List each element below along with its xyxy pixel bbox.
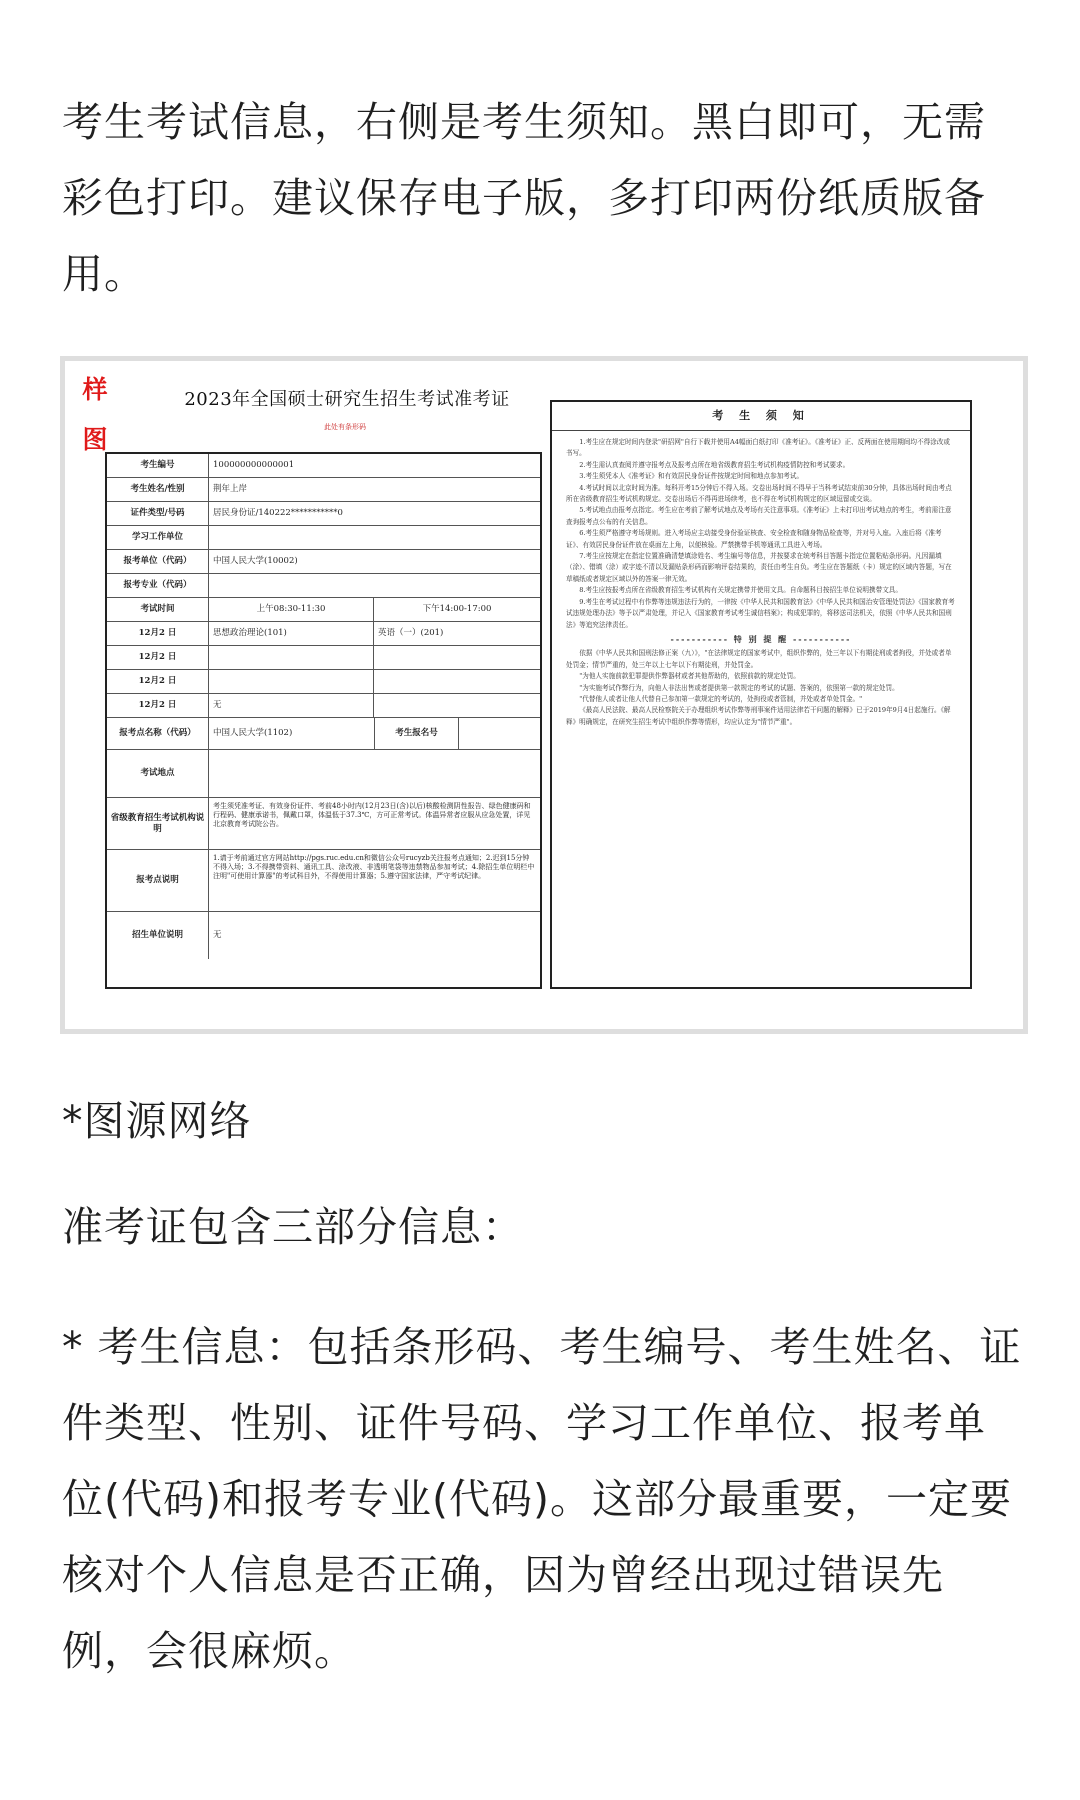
apply-unit-label: 报考单位（代码） xyxy=(107,550,209,573)
afternoon-session-header: 下午14:00-17:00 xyxy=(422,604,492,615)
table-row xyxy=(107,646,540,670)
provincial-note-label: 省级教育招生考试机构说明 xyxy=(107,798,209,849)
intro-paragraph: 考生考试信息，右侧是考生须知。黑白即可，无需彩色打印。建议保存电子版，多打印两份纸质版备用。 xyxy=(62,98,986,298)
image-source-note: *图源网络 xyxy=(62,1097,252,1145)
reminder-item: "代替他人或者让他人代替自己参加第一款规定的考试的，处拘役或者管制，并处或者单处罚金。" xyxy=(579,694,863,703)
ticket-title: 2023年全国硕士研究生招生考试准考证 xyxy=(184,389,510,410)
apply-unit-value: 中国人民大学(10002) xyxy=(213,556,298,567)
name-gender-label: 考生姓名/性别 xyxy=(107,478,209,501)
apply-major-value xyxy=(209,574,540,597)
id-value: 居民身份证/140222***********0 xyxy=(213,508,343,519)
sample-image-canvas xyxy=(65,361,1023,1029)
special-reminder-heading: ----------- 特 别 提 醒 ----------- xyxy=(670,633,852,644)
exam-location-value xyxy=(209,750,540,797)
sample-stamp-char: 图 xyxy=(82,425,108,454)
table-row xyxy=(107,694,540,718)
site-note-text: 1.请于考前通过官方网站http://pgs.ruc.edu.cn和微信公众号rucyzb关注报考点通知；2.迟到15分钟不得入场；3.不得携带资料、通讯工具、涂改液、非透明笔袋等违禁物品参加考试；4.除招生单位明栏中注明"可使用计算器"的考试科目外，不得使用计算器；5.遵守国家法律，严守考试纪律。 xyxy=(213,854,535,881)
exam-date: 12月2 日 xyxy=(107,646,209,669)
afternoon-subject xyxy=(374,670,540,693)
apply-major-label: 报考专业（代码） xyxy=(107,574,209,597)
morning-subject: 无 xyxy=(209,694,374,717)
sample-stamp-char: 样 xyxy=(82,375,108,404)
afternoon-subject xyxy=(374,646,540,669)
exam-site-label: 报考点名称（代码） xyxy=(107,718,209,749)
table-row xyxy=(107,454,540,478)
work-unit-label: 学习工作单位 xyxy=(107,526,209,549)
notice-rule: 1.考生应在规定时间内登录"研招网"自行下载并使用A4幅面白纸打印《准考证》。《准考证》正、反两面在使用期间均不得涂改或书写。 xyxy=(566,438,950,458)
morning-subject: 思想政治理论(101) xyxy=(209,622,374,645)
notice-rule: 6.考生须严格遵守考场规则。进入考场应主动接受身份验证核查、安全检查和随身物品检查等，并对号入座。入座后将《准考证》、有效居民身份证件放在桌面左上角，以便核验。严禁携带手机等通讯工具进入考场。 xyxy=(566,529,942,549)
barcode-placeholder: 此处有条形码 xyxy=(324,423,366,431)
exam-no-value: 100000000000001 xyxy=(213,460,295,471)
morning-session-header: 上午08:30-11:30 xyxy=(209,598,374,621)
candidate-notice-panel xyxy=(550,400,972,989)
table-row xyxy=(107,622,540,646)
reminder-item: "为他人实施前款犯罪提供作弊器材或者其他帮助的，依照前款的规定处罚。 xyxy=(579,672,800,681)
name-gender-value: 荆年上岸 xyxy=(213,484,248,495)
table-row xyxy=(107,478,540,502)
sample-admission-ticket-image xyxy=(60,356,1028,1034)
table-row xyxy=(107,598,540,622)
table-row xyxy=(107,526,540,550)
reminder-item: 《最高人民法院、最高人民检察院关于办理组织考试作弊等刑事案件适用法律若干问题的解释》已于2019年9月4日起施行。《解释》明确规定，在研究生招生考试中组织作弊等情形，均应认定为"情节严重"。 xyxy=(566,706,951,726)
table-row xyxy=(107,850,540,912)
bullet-candidate-info: * 考生信息：包括条形码、考生编号、考生姓名、证件类型、性别、证件号码、学习工作单位、报考单位(代码)和报考专业(代码)。这部分最重要，一定要核对个人信息是否正确，因为曾经出现过错误先例，会很麻烦。 xyxy=(62,1323,1022,1675)
admission-ticket-table xyxy=(105,452,542,989)
site-note-label: 报考点说明 xyxy=(107,850,209,911)
morning-subject xyxy=(209,670,374,693)
section-intro: 准考证包含三部分信息： xyxy=(62,1203,524,1251)
notice-rule: 2.考生需认真查阅并遵守报考点及报考点所在地省级教育招生考试机构疫情防控和考试要求。 xyxy=(579,460,850,469)
reminder-item: 依据《中华人民共和国刑法修正案（九）》，"在法律规定的国家考试中，组织作弊的，处三年以下有期徒刑或者拘役，并处或者单处罚金；情节严重的，处三年以上七年以下有期徒刑，并处罚金。 xyxy=(566,649,952,669)
exam-no-label: 考生编号 xyxy=(107,454,209,477)
table-row xyxy=(107,718,540,750)
afternoon-subject xyxy=(374,694,540,717)
table-row xyxy=(107,912,540,959)
work-unit-value xyxy=(209,526,540,549)
table-row xyxy=(107,574,540,598)
provincial-note-text: 考生须凭准考证、有效身份证件、考前48小时内(12月23日(含)以后)核酸检测阴性报告、绿色健康码和行程码、健康承诺书，佩戴口罩，体温低于37.3℃，方可正常考试。体温异常者应服从应急处置，详见北京教育考试院公告。 xyxy=(213,802,531,829)
exam-location-label: 考试地点 xyxy=(107,750,209,797)
morning-subject xyxy=(209,646,374,669)
notice-rule: 7.考生应按规定在指定位置准确清楚填涂姓名、考生编号等信息，并按要求在统考科目答题卡指定位置粘贴条形码。凡因漏填（涂）、错填（涂）或字迹不清以及漏贴条形码而影响评卷结果的，责任由考生自负。考生应在答题纸（卡）规定的区域内答题，写在草稿纸或者规定区域以外的答案一律无效。 xyxy=(566,552,952,583)
exam-date: 12月2 日 xyxy=(107,694,209,717)
table-row xyxy=(107,670,540,694)
unit-note-value: 无 xyxy=(213,930,222,941)
exam-date: 12月2 日 xyxy=(107,622,209,645)
table-row xyxy=(107,502,540,526)
notice-rule: 4.考试时间以北京时间为准。每科开考15分钟后不得入场。交卷出场时间不得早于当科考试结束前30分钟，具体出场时间由考点所在省级教育招生考试机构规定。交卷出场后不得再进场续考，也不得在考试机构规定的区域逗留或交谈。 xyxy=(566,483,952,504)
notice-rules xyxy=(552,431,970,728)
exam-site-value: 中国人民大学(1102) xyxy=(213,728,293,739)
notice-rule: 3.考生须凭本人《准考证》和有效居民身份证件按规定时间和地点参加考试。 xyxy=(579,472,804,481)
notice-rule: 9.考生在考试过程中有作弊等违规违法行为的，一律按《中华人民共和国教育法》《中华人民共和国治安管理处罚法》《国家教育考试违规处理办法》等予以严肃处理，并记入《国家教育考试考生诚信档案》；构成犯罪的，将移送司法机关，依照《中华人民共和国刑法》等追究法律责任。 xyxy=(566,597,955,629)
exam-time-label: 考试时间 xyxy=(107,598,209,621)
reminder-item: "为实施考试作弊行为，向他人非法出售或者提供第一款规定的考试的试题、答案的，依照第一款的规定处罚。 xyxy=(579,683,899,692)
afternoon-subject: 英语（一）(201) xyxy=(378,628,444,639)
table-row xyxy=(107,550,540,574)
id-label: 证件类型/号码 xyxy=(107,502,209,525)
exam-date: 12月2 日 xyxy=(107,670,209,693)
unit-note-label: 招生单位说明 xyxy=(107,912,209,959)
notice-rule: 8.考生应按报考点所在省级教育招生考试机构有关规定携带并使用文具。自命题科目按招生单位说明携带文具。 xyxy=(579,586,902,595)
registration-no-label: 考生报名号 xyxy=(374,718,459,749)
table-row xyxy=(107,798,540,850)
table-row xyxy=(107,750,540,798)
notice-rule: 5.考试地点由报考点指定。考生应在考前了解考试地点及考场有关注意事项。《准考证》上未打印出考试地点的考生，考前需注意查询报考点公布的有关信息。 xyxy=(566,506,952,526)
notice-title: 考 生 须 知 xyxy=(552,402,970,431)
registration-no-value xyxy=(459,718,540,749)
